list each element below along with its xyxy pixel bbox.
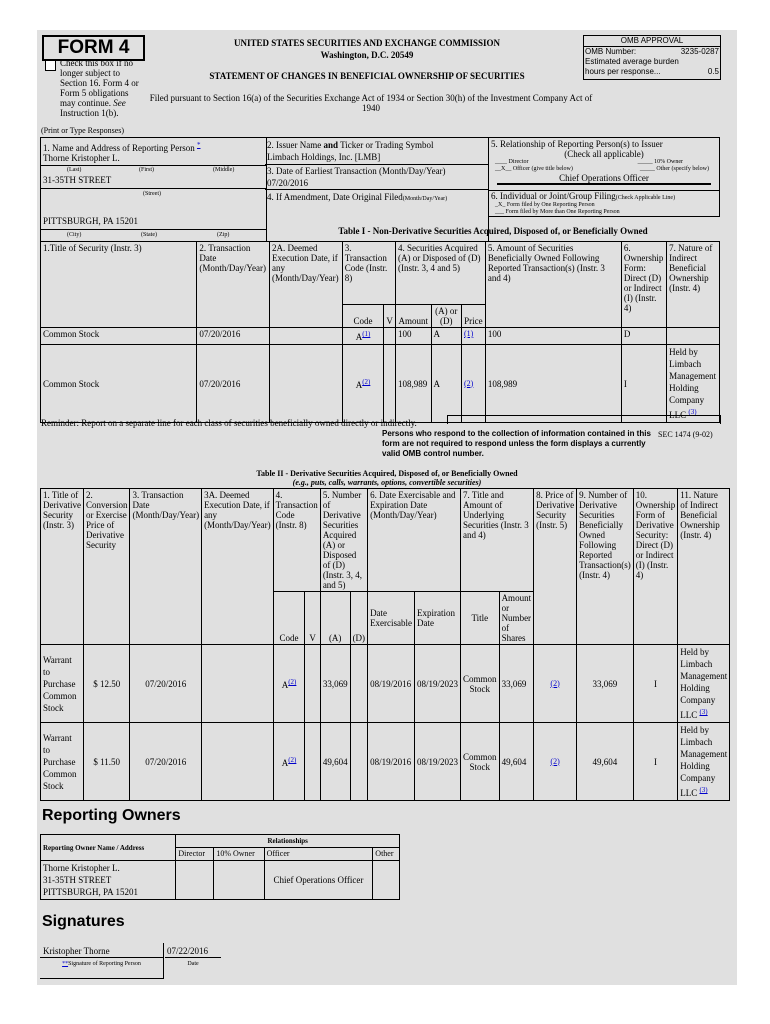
first-label: (First)	[139, 167, 154, 173]
box1-label: 1. Name and Address of Reporting Person	[43, 143, 195, 153]
box4-label: 4. If Amendment, Date Original Filed	[267, 192, 403, 202]
table2-header	[41, 489, 730, 592]
t2-sub-v: V	[305, 592, 320, 645]
t2-r0-exp: 08/19/2023	[415, 645, 461, 723]
omb-hours-label: hours per response...	[585, 67, 661, 76]
t1-h7: 7. Nature of Indirect Beneficial Ownership (Instr. 4)	[667, 242, 720, 328]
t2-r0-owned: 33,069	[577, 645, 634, 723]
owners-col-officer: Officer	[264, 848, 373, 861]
box1-divider2	[41, 188, 266, 189]
owners-col-other: Other	[373, 848, 400, 861]
t2-r0-under-title: Common Stock	[461, 645, 500, 723]
form-title: FORM 4	[42, 35, 145, 61]
t1-sub-v: V	[384, 305, 396, 328]
t2-h6: 6. Date Exercisable and Expiration Date (Month/Day/Year)	[368, 489, 461, 592]
t2-sub-exp: Expiration Date	[415, 592, 461, 645]
omb-number: 3235-0287	[680, 47, 719, 56]
t2-sub-code: Code	[273, 592, 305, 645]
t2-r1-price-footnote[interactable]: (2)	[550, 756, 560, 766]
middle-label: (Middle)	[213, 167, 235, 173]
t2-r1-date: 07/20/2016	[130, 723, 202, 801]
t2-r1-code: A	[281, 758, 289, 768]
t2-h5: 5. Number of Derivative Securities Acquired (A) or Disposed of (D) (Instr. 3, 4, and 5)	[320, 489, 367, 592]
t2-h11: 11. Nature of Indirect Beneficial Ownership (Instr. 4)	[678, 489, 730, 645]
t1-sub-price: Price	[462, 305, 486, 328]
t1-r0-owned: 100	[485, 328, 621, 345]
t1-r1-code: A	[355, 380, 363, 390]
t2-r0-a: 33,069	[320, 645, 350, 723]
t1-r0-price-footnote[interactable]: (1)	[464, 329, 474, 338]
reminder-text: Reminder: Report on a separate line for each class of securities beneficially owned directly or indirectly.	[41, 418, 417, 428]
last-label: (Last)	[67, 167, 82, 173]
owner-city: PITTSBURGH, PA 15201	[43, 887, 138, 897]
box1-divider3	[41, 229, 266, 230]
filing-option-one: _X_ Form filed by One Reporting Person	[495, 202, 595, 208]
box5-row2	[489, 166, 719, 173]
checkbox-text	[60, 58, 145, 118]
signature-label: Signature of Reporting Person	[68, 961, 141, 967]
t1-h2a: 2A. Deemed Execution Date, if any (Month/Day/Year)	[270, 242, 343, 328]
print-type: (Print or Type Responses)	[41, 126, 125, 135]
t2-r0-nature: Held by Limbach Management Holding Company LLC	[680, 647, 728, 720]
owner-tenpct	[214, 861, 264, 900]
officer-title: Chief Operations Officer	[497, 173, 711, 185]
agency-name: UNITED STATES SECURITIES AND EXCHANGE COMMISSION	[234, 38, 500, 48]
t1-r1-deemed	[270, 345, 343, 423]
box2-issuer	[265, 137, 489, 165]
box5-sub: (Check all applicable)	[564, 149, 644, 159]
box3-label: 3. Date of Earliest Transaction (Month/Day/Year)	[267, 166, 446, 176]
box4-label-small: (Month/Day/Year)	[402, 196, 448, 202]
t2-r1-a: 49,604	[320, 723, 350, 801]
t1-h4: 4. Securities Acquired (A) or Disposed of (D) (Instr. 3, 4 and 5)	[396, 242, 486, 305]
t1-r1-date: 07/20/2016	[197, 345, 270, 423]
owners-header	[41, 835, 400, 848]
t2-r1-title: Warrant to Purchase Common Stock	[41, 723, 84, 801]
signatures-heading: Signatures	[42, 913, 125, 930]
owner-director	[176, 861, 214, 900]
t2-r0-price-footnote[interactable]: (2)	[550, 678, 560, 688]
t2-r0-price: $ 12.50	[83, 645, 130, 723]
t1-h2: 2. Transaction Date (Month/Day/Year)	[197, 242, 270, 328]
omb-burden: Estimated average burden	[585, 57, 679, 66]
t2-sub-a: (A)	[320, 592, 350, 645]
street-label: (Street)	[143, 191, 161, 197]
t2-r1-form: I	[633, 723, 678, 801]
reminder-bar	[447, 415, 721, 424]
t2-sub-amt: Amount or Number of Shares	[499, 592, 534, 645]
t2-r1-exer: 08/19/2016	[368, 723, 415, 801]
box2-label-b: Ticker or Trading Symbol	[340, 140, 434, 150]
box5-label: 5. Relationship of Reporting Person(s) to Issuer	[491, 139, 663, 149]
t1-sub-code: Code	[342, 305, 384, 328]
table2-title: Table II - Derivative Securities Acquired, Disposed of, or Beneficially Owned	[256, 469, 518, 478]
owner-other	[373, 861, 400, 900]
t2-r0-form: I	[633, 645, 678, 723]
owners-col-rel: Relationships	[176, 835, 400, 848]
owners-col-name: Reporting Owner Name / Address	[41, 835, 176, 861]
table2	[40, 488, 730, 801]
owner-name: Thorne Kristopher L.	[43, 863, 120, 873]
t1-r0-form: D	[621, 328, 666, 345]
table1-title: Table I - Non-Derivative Securities Acquired, Disposed of, or Beneficially Owned	[338, 226, 648, 236]
t2-h9: 9. Number of Derivative Securities Beneficially Owned Following Reported Transaction(s) (Instr. 4)	[577, 489, 634, 645]
form4-page	[37, 30, 737, 985]
agency-city: Washington, D.C. 20549	[320, 50, 414, 60]
zip-label: (Zip)	[217, 232, 230, 238]
t1-r0-amount: 100	[396, 328, 432, 345]
t1-r1-owned: 108,989	[485, 345, 621, 423]
t2-r0-deemed	[202, 645, 274, 723]
statement-title: STATEMENT OF CHANGES IN BENEFICIAL OWNERSHIP OF SECURITIES	[209, 71, 525, 81]
omb-hours: 0.5	[707, 67, 719, 76]
checkbox-instr: Instruction 1(b).	[60, 108, 119, 118]
t2-r1-under-title: Common Stock	[461, 723, 500, 801]
city-value: PITTSBURGH, PA 15201	[43, 216, 138, 226]
sec-code: SEC 1474 (9-02)	[658, 430, 713, 439]
table-row	[41, 723, 730, 801]
box1-asterisk-link[interactable]: *	[196, 141, 201, 149]
signature-name: Kristopher Thorne	[40, 943, 163, 958]
t2-r0-nature-footnote[interactable]: (3)	[699, 708, 708, 716]
t1-r1-title: Common Stock	[41, 345, 197, 423]
table-row	[41, 328, 720, 345]
box1-label-row	[41, 138, 266, 153]
signature-date-block	[165, 943, 221, 978]
t2-r0-title: Warrant to Purchase Common Stock	[41, 645, 84, 723]
t1-r1-price-footnote[interactable]: (2)	[464, 378, 474, 388]
officer-option: __X__ Officer (give title below)	[495, 166, 573, 172]
omb-hours-row	[584, 67, 720, 77]
t2-r1-exp: 08/19/2023	[415, 723, 461, 801]
other-option: _____ Other (specify below)	[639, 166, 709, 172]
t1-r0-title: Common Stock	[41, 328, 197, 345]
t1-r1-nature-footnote[interactable]: (3)	[688, 408, 697, 416]
owner-officer: Chief Operations Officer	[264, 861, 373, 900]
t1-r0-v	[384, 328, 396, 345]
t2-h10: 10. Ownership Form of Derivative Security: Direct (D) or Indirect (I) (Instr. 4)	[633, 489, 678, 645]
t1-h6: 6. Ownership Form: Direct (D) or Indirect (I) (Instr. 4)	[621, 242, 666, 328]
box2-label-and: and	[323, 140, 338, 150]
t2-h7: 7. Title and Amount of Underlying Securities (Instr. 3 and 4)	[461, 489, 534, 592]
t2-r0-under-amt: 33,069	[499, 645, 534, 723]
street-value: 31-35TH STREET	[43, 175, 112, 185]
reporting-person-name: Thorne Kristopher L.	[43, 153, 120, 163]
t2-r1-nature: Held by Limbach Management Holding Company LLC	[680, 725, 728, 798]
box6-label-small: (Check Applicable Line)	[615, 195, 676, 201]
filed-pursuant: Filed pursuant to Section 16(a) of the Securities Exchange Act of 1934 or Section 30(h) of the Investment Company Act of 1940	[149, 93, 593, 113]
tenpct-option: _____ 10% Owner	[637, 159, 683, 165]
t1-r1-code-footnote[interactable]: (2)	[362, 378, 371, 386]
t2-r0-code: A	[281, 680, 289, 690]
table2-subtitle: (e.g., puts, calls, warrants, options, convertible securities)	[292, 478, 482, 487]
t1-h5: 5. Amount of Securities Beneficially Owned Following Reported Transaction(s) (Instr. 3 and 4)	[485, 242, 621, 328]
issuer-name: Limbach Holdings, Inc. [LMB]	[267, 152, 381, 162]
t2-r1-under-amt: 49,604	[499, 723, 534, 801]
box1-divider	[41, 165, 266, 166]
box3-earliest-date	[265, 164, 489, 190]
t1-r0-date: 07/20/2016	[197, 328, 270, 345]
t2-r1-owned: 49,604	[577, 723, 634, 801]
filing-option-more: ___ Form filed by More than One Reporting Person	[495, 209, 620, 215]
signature-footnote-link[interactable]: **	[62, 961, 69, 967]
t1-r0-deemed	[270, 328, 343, 345]
table-row	[41, 861, 400, 900]
table1-header	[41, 242, 720, 305]
t2-sub-exer: Date Exercisable	[368, 592, 415, 645]
persons-notice: Persons who respond to the collection of information contained in this form are not required to respond unless the form displays a currently valid OMB control number.	[382, 429, 651, 458]
t2-r1-v	[305, 723, 320, 801]
omb-number-label: OMB Number:	[585, 47, 637, 56]
signature-date: 07/22/2016	[165, 943, 221, 958]
t2-sub-title: Title	[461, 592, 500, 645]
owner-street: 31-35TH STREET	[43, 875, 112, 885]
reporting-owners-table	[40, 834, 400, 900]
t2-sub-d: (D)	[350, 592, 368, 645]
box2-label-a: 2. Issuer Name	[267, 140, 322, 150]
box5-relationship	[489, 137, 720, 191]
director-option: ____ Director	[495, 159, 529, 165]
t2-h4: 4. Transaction Code (Instr. 8)	[273, 489, 320, 592]
owners-col-10: 10% Owner	[214, 848, 264, 861]
earliest-date: 07/20/2016	[267, 178, 309, 188]
t2-r0-code-footnote[interactable]: (2)	[288, 678, 297, 686]
signature-block	[40, 943, 164, 979]
box1-reporting-person	[40, 137, 267, 251]
omb-number-row	[584, 47, 720, 57]
t2-h1: 1. Title of Derivative Security (Instr. 3)	[41, 489, 84, 645]
omb-box	[583, 35, 721, 80]
t2-r0-date: 07/20/2016	[130, 645, 202, 723]
t2-r0-v	[305, 645, 320, 723]
t1-r1-amount: 108,989	[396, 345, 432, 423]
t1-sub-aord: (A) or (D)	[431, 305, 461, 328]
t2-r1-code-footnote[interactable]: (2)	[288, 756, 297, 764]
state-label: (State)	[141, 232, 157, 238]
t2-r1-nature-footnote[interactable]: (3)	[699, 786, 708, 794]
t1-r0-code: A	[355, 332, 363, 342]
city-label: (City)	[67, 232, 82, 238]
t1-h3: 3. Transaction Code (Instr. 8)	[342, 242, 395, 305]
checkbox-see: See	[113, 98, 126, 108]
reporting-owners-heading: Reporting Owners	[42, 807, 181, 824]
t1-r1-form: I	[621, 345, 666, 423]
table-row	[41, 645, 730, 723]
t2-h2: 2. Conversion or Exercise Price of Derivative Security	[83, 489, 130, 645]
t1-r1-aord: A	[431, 345, 461, 423]
owners-col-director: Director	[176, 848, 214, 861]
t2-h8: 8. Price of Derivative Security (Instr. 5)	[534, 489, 577, 645]
t2-r0-d	[350, 645, 368, 723]
t1-r0-code-footnote[interactable]: (1)	[362, 330, 371, 338]
t2-h3a: 3A. Deemed Execution Date, if any (Month/Day/Year)	[202, 489, 274, 645]
t2-h3: 3. Transaction Date (Month/Day/Year)	[130, 489, 202, 645]
no-longer-subject-checkbox[interactable]	[45, 60, 56, 71]
t1-h1: 1.Title of Security (Instr. 3)	[41, 242, 197, 328]
t2-r1-deemed	[202, 723, 274, 801]
box5-row1	[489, 159, 719, 166]
table1	[40, 241, 720, 423]
table-row	[41, 345, 720, 423]
t1-r1-v	[384, 345, 396, 423]
t2-r0-exer: 08/19/2016	[368, 645, 415, 723]
box2-label	[265, 138, 488, 152]
signature-date-label: Date	[187, 961, 199, 967]
box6-filing	[489, 190, 720, 217]
t1-r0-nature	[667, 328, 720, 345]
t1-sub-amount: Amount	[396, 305, 432, 328]
t2-r1-d	[350, 723, 368, 801]
t2-r1-price: $ 11.50	[83, 723, 130, 801]
omb-title: OMB APPROVAL	[584, 36, 720, 47]
checkbox-text-main: Check this box if no longer subject to Section 16. Form 4 or Form 5 obligations may continue.	[60, 58, 139, 108]
t1-r1-nature: Held by Limbach Management Holding Company LLC	[669, 347, 717, 420]
box6-label: 6. Individual or Joint/Group Filing	[491, 191, 616, 201]
t1-r0-aord: A	[431, 328, 461, 345]
